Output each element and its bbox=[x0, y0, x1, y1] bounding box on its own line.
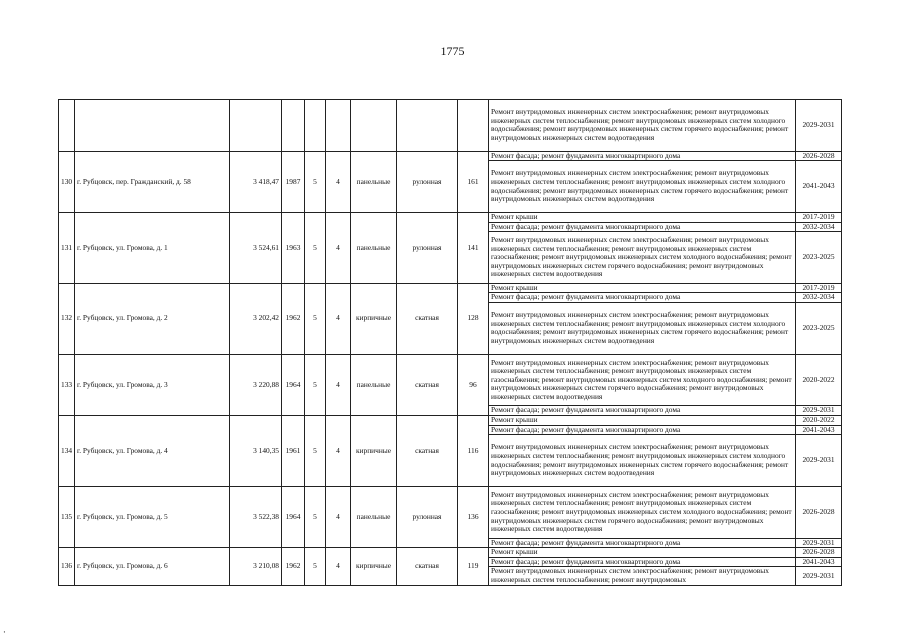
work-type-cell: Ремонт крыши bbox=[489, 283, 796, 293]
entrances-cell: 4 bbox=[326, 151, 351, 212]
floors-cell: 5 bbox=[305, 416, 326, 487]
work-type-cell: Ремонт крыши bbox=[489, 212, 796, 222]
table-row bbox=[59, 212, 842, 222]
table-row bbox=[59, 151, 842, 161]
work-type-cell: Ремонт внутридомовых инженерных систем электроснабжения; ремонт внутридомовых инженерных систем теплоснабжения; ремонт внутридомовых инженерных систем холодного водоснабжения; ремонт внутридомовых инженерных систем горячего водоснабжения; ремонт внутридомовых инженерных систем водоотведения bbox=[489, 161, 796, 213]
period-cell: 2029-2031 bbox=[796, 435, 842, 487]
roof-type-cell: скатная bbox=[397, 416, 458, 487]
build-year-cell: 1964 bbox=[282, 486, 305, 547]
period-cell: 2029-2031 bbox=[796, 406, 842, 416]
floors-cell: 5 bbox=[305, 151, 326, 212]
build-year-cell: 1961 bbox=[282, 416, 305, 487]
wall-material-cell: панельные bbox=[351, 212, 397, 283]
wall-material-cell: панельные bbox=[351, 151, 397, 212]
work-type-cell: Ремонт внутридомовых инженерных систем электроснабжения; ремонт внутридомовых инженерных систем теплоснабжения; ремонт внутридомовых инженерных систем газоснабжения; ремонт внутридомовых инженерных систем холодного водоснабжения; ремонт внутридомовых инженерных систем горячего водоснабжения; ремонт внутридомовых инженерных систем водоотведения bbox=[489, 486, 796, 538]
work-type-cell: Ремонт фасада; ремонт фундамента многоквартирного дома bbox=[489, 425, 796, 435]
work-type-cell: Ремонт крыши bbox=[489, 416, 796, 426]
wall-material-cell: кирпичные bbox=[351, 416, 397, 487]
residents-cell: 161 bbox=[458, 151, 489, 212]
address-cell: г. Рубцовск, ул. Громова, д. 5 bbox=[75, 486, 230, 547]
address-cell: г. Рубцовск, ул. Громова, д. 1 bbox=[75, 212, 230, 283]
address-cell: г. Рубцовск, ул. Громова, д. 2 bbox=[75, 283, 230, 354]
total-area-cell: 3 210,08 bbox=[230, 548, 282, 585]
entrances-cell: 4 bbox=[326, 354, 351, 415]
roof-type-cell: скатная bbox=[397, 283, 458, 354]
floors-cell: 5 bbox=[305, 283, 326, 354]
margin-mark: · bbox=[3, 628, 6, 638]
address-cell bbox=[75, 100, 230, 152]
wall-material-cell bbox=[351, 100, 397, 152]
row-number-cell: 136 bbox=[59, 548, 75, 585]
row-number-cell: 131 bbox=[59, 212, 75, 283]
work-type-cell: Ремонт фасада; ремонт фундамента многоквартирного дома bbox=[489, 406, 796, 416]
period-cell: 2020-2022 bbox=[796, 416, 842, 426]
work-type-cell: Ремонт внутридомовых инженерных систем электроснабжения; ремонт внутридомовых инженерных систем теплоснабжения; ремонт внутридомовых инженерных систем холодного водоснабжения; ремонт внутридомовых инженерных систем горячего водоснабжения; ремонт внутридомовых инженерных систем водоотведения bbox=[489, 100, 796, 152]
wall-material-cell: кирпичные bbox=[351, 548, 397, 585]
period-cell: 2017-2019 bbox=[796, 283, 842, 293]
period-cell: 2029-2031 bbox=[796, 538, 842, 548]
floors-cell: 5 bbox=[305, 212, 326, 283]
period-cell: 2023-2025 bbox=[796, 232, 842, 284]
work-type-cell: Ремонт фасада; ремонт фундамента многоквартирного дома bbox=[489, 293, 796, 303]
wall-material-cell: кирпичные bbox=[351, 283, 397, 354]
address-cell: г. Рубцовск, ул. Громова, д. 3 bbox=[75, 354, 230, 415]
table-row bbox=[59, 354, 842, 406]
period-cell: 2026-2028 bbox=[796, 151, 842, 161]
build-year-cell: 1964 bbox=[282, 354, 305, 415]
period-cell: 2020-2022 bbox=[796, 354, 842, 406]
work-type-cell: Ремонт внутридомовых инженерных систем электроснабжения; ремонт внутридомовых инженерных систем теплоснабжения; ремонт внутридомовых инженерных систем холодного водоснабжения; ремонт внутридомовых инженерных систем горячего водоснабжения; ремонт внутридомовых инженерных систем водоотведения bbox=[489, 435, 796, 487]
build-year-cell: 1962 bbox=[282, 283, 305, 354]
work-type-cell: Ремонт фасада; ремонт фундамента многоквартирного дома bbox=[489, 557, 796, 567]
roof-type-cell: рулонная bbox=[397, 151, 458, 212]
entrances-cell: 4 bbox=[326, 212, 351, 283]
total-area-cell: 3 220,88 bbox=[230, 354, 282, 415]
address-cell: г. Рубцовск, ул. Громова, д. 6 bbox=[75, 548, 230, 585]
work-type-cell: Ремонт внутридомовых инженерных систем электроснабжения; ремонт внутридомовых инженерных систем теплоснабжения; ремонт внутридомовых инженерных систем газоснабжения; ремонт внутридомовых инженерных систем холодного водоснабжения; ремонт внутридомовых инженерных систем горячего водоснабжения; ремонт внутридомовых инженерных систем водоотведения bbox=[489, 232, 796, 284]
work-type-cell: Ремонт внутридомовых инженерных систем электроснабжения; ремонт внутридомовых инженерных систем теплоснабжения; ремонт внутридомовых инженерных систем холодного водоснабжения; ремонт внутридомовых инженерных систем горячего водоснабжения; ремонт внутридомовых инженерных систем водоотведения bbox=[489, 303, 796, 355]
roof-type-cell: рулонная bbox=[397, 486, 458, 547]
row-number-cell: 135 bbox=[59, 486, 75, 547]
roof-type-cell: рулонная bbox=[397, 212, 458, 283]
address-cell: г. Рубцовск, ул. Громова, д. 4 bbox=[75, 416, 230, 487]
work-type-cell: Ремонт фасада; ремонт фундамента многоквартирного дома bbox=[489, 222, 796, 232]
entrances-cell: 4 bbox=[326, 283, 351, 354]
wall-material-cell: панельные bbox=[351, 354, 397, 415]
row-number-cell: 130 bbox=[59, 151, 75, 212]
residents-cell bbox=[458, 100, 489, 152]
page-number: 1775 bbox=[440, 44, 465, 58]
period-cell: 2026-2028 bbox=[796, 486, 842, 538]
work-type-cell: Ремонт крыши bbox=[489, 548, 796, 558]
residents-cell: 116 bbox=[458, 416, 489, 487]
work-type-cell: Ремонт фасада; ремонт фундамента многоквартирного дома bbox=[489, 151, 796, 161]
entrances-cell bbox=[326, 100, 351, 152]
work-type-cell: Ремонт внутридомовых инженерных систем электроснабжения; ремонт внутридомовых инженерных систем теплоснабжения; ремонт внутридомовых bbox=[489, 567, 796, 585]
build-year-cell: 1962 bbox=[282, 548, 305, 585]
build-year-cell bbox=[282, 100, 305, 152]
floors-cell: 5 bbox=[305, 354, 326, 415]
row-number-cell: 132 bbox=[59, 283, 75, 354]
residents-cell: 119 bbox=[458, 548, 489, 585]
roof-type-cell: скатная bbox=[397, 548, 458, 585]
total-area-cell: 3 524,61 bbox=[230, 212, 282, 283]
work-type-cell: Ремонт фасада; ремонт фундамента многоквартирного дома bbox=[489, 538, 796, 548]
table-row bbox=[59, 548, 842, 558]
table-row bbox=[59, 283, 842, 293]
table-body bbox=[59, 100, 842, 586]
period-cell: 2029-2031 bbox=[796, 100, 842, 152]
total-area-cell: 3 140,35 bbox=[230, 416, 282, 487]
table-row bbox=[59, 486, 842, 538]
period-cell: 2032-2034 bbox=[796, 222, 842, 232]
repair-schedule-table bbox=[58, 99, 842, 586]
table-row bbox=[59, 416, 842, 426]
build-year-cell: 1963 bbox=[282, 212, 305, 283]
total-area-cell: 3 522,38 bbox=[230, 486, 282, 547]
work-type-cell: Ремонт внутридомовых инженерных систем электроснабжения; ремонт внутридомовых инженерных систем теплоснабжения; ремонт внутридомовых инженерных систем газоснабжения; ремонт внутридомовых инженерных систем холодного водоснабжения; ремонт внутридомовых инженерных систем горячего водоснабжения; ремонт внутридомовых инженерных систем водоотведения bbox=[489, 354, 796, 406]
row-number-cell: 133 bbox=[59, 354, 75, 415]
address-cell: г. Рубцовск, пер. Гражданский, д. 58 bbox=[75, 151, 230, 212]
row-number-cell bbox=[59, 100, 75, 152]
residents-cell: 128 bbox=[458, 283, 489, 354]
residents-cell: 141 bbox=[458, 212, 489, 283]
residents-cell: 96 bbox=[458, 354, 489, 415]
period-cell: 2026-2028 bbox=[796, 548, 842, 558]
floors-cell: 5 bbox=[305, 486, 326, 547]
period-cell: 2017-2019 bbox=[796, 212, 842, 222]
entrances-cell: 4 bbox=[326, 548, 351, 585]
total-area-cell: 3 202,42 bbox=[230, 283, 282, 354]
roof-type-cell: скатная bbox=[397, 354, 458, 415]
period-cell: 2029-2031 bbox=[796, 567, 842, 585]
entrances-cell: 4 bbox=[326, 486, 351, 547]
floors-cell bbox=[305, 100, 326, 152]
period-cell: 2032-2034 bbox=[796, 293, 842, 303]
table-row bbox=[59, 100, 842, 152]
total-area-cell bbox=[230, 100, 282, 152]
period-cell: 2041-2043 bbox=[796, 161, 842, 213]
period-cell: 2041-2043 bbox=[796, 425, 842, 435]
residents-cell: 136 bbox=[458, 486, 489, 547]
total-area-cell: 3 418,47 bbox=[230, 151, 282, 212]
period-cell: 2023-2025 bbox=[796, 303, 842, 355]
entrances-cell: 4 bbox=[326, 416, 351, 487]
build-year-cell: 1987 bbox=[282, 151, 305, 212]
row-number-cell: 134 bbox=[59, 416, 75, 487]
wall-material-cell: панельные bbox=[351, 486, 397, 547]
roof-type-cell bbox=[397, 100, 458, 152]
period-cell: 2041-2043 bbox=[796, 557, 842, 567]
floors-cell: 5 bbox=[305, 548, 326, 585]
